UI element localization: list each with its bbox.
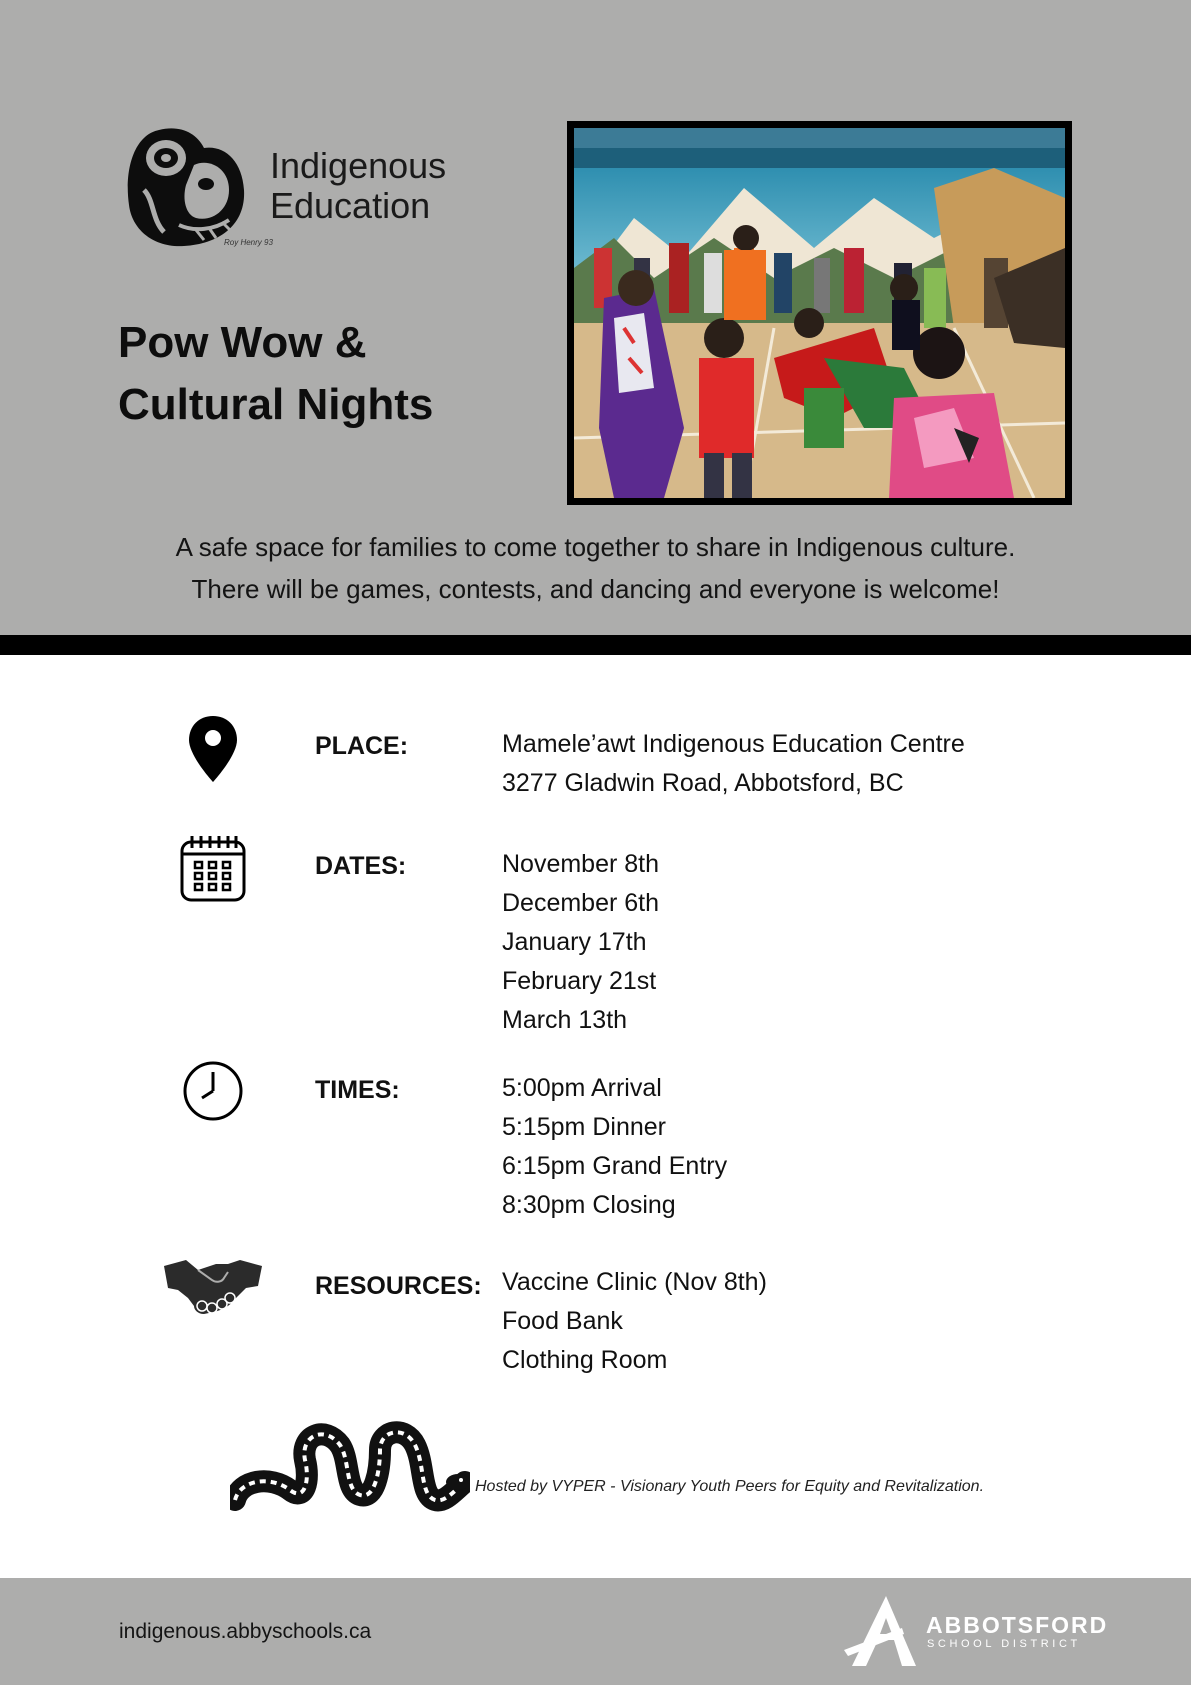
date-item: March 13th (502, 1006, 628, 1034)
logo-line-indigenous: Indigenous (270, 145, 447, 186)
date-item: December 6th (502, 889, 660, 917)
intro-line-1: A safe space for families to come together to share in Indigenous culture. (175, 532, 1016, 562)
resources-values (502, 1263, 767, 1380)
abbotsford-a-icon (842, 1594, 922, 1668)
resources-label: RESOURCES: (315, 1272, 482, 1300)
title-line-1: Pow Wow & (118, 318, 367, 367)
date-item: January 17th (502, 928, 647, 956)
district-subtitle: SCHOOL DISTRICT (927, 1638, 1081, 1650)
resource-item: Food Bank (502, 1307, 623, 1335)
dates-values (502, 845, 659, 1040)
date-item: February 21st (502, 967, 657, 995)
formline-logo-icon (124, 120, 254, 250)
event-photo (567, 121, 1072, 505)
times-label: TIMES: (315, 1076, 400, 1104)
place-values (502, 725, 965, 803)
times-values (502, 1069, 727, 1225)
logo-line-education: Education (270, 185, 431, 226)
place-venue: Mamele’awt Indigenous Education Centre (502, 730, 965, 758)
artist-signature: Roy Henry 93 (224, 238, 273, 247)
clock-icon (182, 1060, 244, 1122)
place-address: 3277 Gladwin Road, Abbotsford, BC (502, 769, 904, 797)
district-logo (842, 1594, 1109, 1668)
time-item: 5:00pm Arrival (502, 1074, 662, 1102)
handshake-icon (164, 1258, 262, 1316)
resource-item: Clothing Room (502, 1346, 668, 1374)
logo-text (270, 146, 446, 226)
indigenous-education-logo (124, 120, 454, 255)
host-section (230, 1420, 1090, 1530)
section-divider (0, 635, 1191, 655)
host-text: Hosted by VYPER - Visionary Youth Peers for Equity and Revitalization. (475, 1478, 985, 1495)
resource-item: Vaccine Clinic (Nov 8th) (502, 1268, 767, 1296)
place-label: PLACE: (315, 732, 409, 760)
website-link[interactable]: indigenous.abbyschools.ca (119, 1620, 372, 1643)
calendar-icon (180, 834, 246, 902)
intro-text (60, 526, 1131, 610)
date-item: November 8th (502, 850, 660, 878)
district-name: ABBOTSFORD (926, 1612, 1109, 1638)
map-pin-icon (189, 716, 237, 782)
intro-line-2: There will be games, contests, and dancing and everyone is welcome! (191, 574, 1000, 604)
title-line-2: Cultural Nights (118, 380, 434, 429)
page-title (118, 312, 538, 436)
dates-label: DATES: (315, 852, 407, 880)
time-item: 8:30pm Closing (502, 1191, 676, 1219)
pow-wow-photo (574, 128, 1065, 498)
snake-icon (230, 1420, 470, 1530)
time-item: 5:15pm Dinner (502, 1113, 666, 1141)
time-item: 6:15pm Grand Entry (502, 1152, 728, 1180)
